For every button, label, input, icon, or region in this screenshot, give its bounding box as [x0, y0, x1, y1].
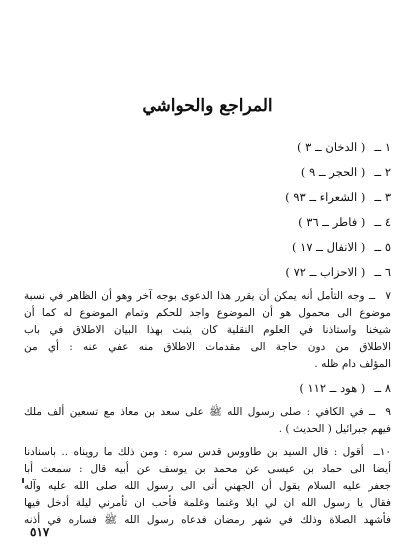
- footnote-line: ٧ ــ وجه التأمل أنه يمكن أن يقرر هذا الدعوى بوجه آخر وهو أن الظاهر في نسبة: [24, 288, 391, 305]
- footnote-9: [24, 404, 391, 438]
- footnote-number: ١ ــ: [374, 140, 391, 154]
- footnote-6: [231, 263, 391, 282]
- page-title: المراجع والحواشي: [142, 96, 273, 116]
- footnote-line: الاطلاق من دون حاجة الى مقدمات الاطلاق منه عفي عنه : أي من: [24, 341, 391, 353]
- footnote-text: ( الدخان ــ ٣ ): [297, 140, 366, 154]
- footnote-text: ( الشعراء ــ ٩٣ ): [285, 190, 366, 204]
- footnote-text: ( الاحزاب ــ ٧٢ ): [285, 265, 366, 279]
- footnote-8: [231, 379, 391, 398]
- footnote-number: ٦ ــ: [374, 265, 391, 279]
- footnote-line: فأشهد الصلاة وذلك في شهر رمضان فدعاه رسول الله ﷺ فساره في أذنه: [24, 514, 391, 526]
- footnote-1: [231, 138, 391, 157]
- footnote-5: [231, 238, 391, 257]
- footnote-3: [231, 188, 391, 207]
- footnote-line: موضوع الى محمول هو أن الموضوع واجد للحكم وتمام الموضوع له كما أن: [24, 307, 391, 319]
- footnote-line: جعفر عليه السلام يقول أن الجهني أتى الى رسول الله صلى الله عليه وآله: [24, 480, 391, 492]
- footnote-line: شيخنا واستاذنا في العلوم النقلية كان يثبت بهذا البيان الاطلاق في باب: [24, 324, 391, 336]
- footnote-number: ٩ ــ: [369, 406, 391, 418]
- footnote-number: ٧ ــ: [369, 290, 391, 302]
- footnote-7: [24, 288, 391, 373]
- footnote-line: المؤلف دام ظله .: [314, 358, 391, 370]
- margin-mark: [22, 478, 24, 483]
- footnote-number: ٢ ــ: [374, 165, 391, 179]
- footnote-number: ٥ ــ: [374, 240, 391, 254]
- footnote-10: [24, 444, 391, 529]
- footnote-line: أيضا الى حماد بن عيسى عن محمد بن يوسف عن أبيه قال : سمعت أبا: [24, 463, 391, 475]
- footnote-2: [231, 163, 391, 182]
- footnote-4: [231, 213, 391, 232]
- footnote-line: فقال يا رسول الله ان لي ابلا وغنما وغلمة فأحب ان تأمرني ليلة أدخل فيها: [24, 497, 391, 509]
- footnote-text: ( فاطر ــ ٣٦ ): [298, 215, 366, 229]
- footnote-number: ٤ ــ: [374, 215, 391, 229]
- page-number: ٥١٧: [30, 525, 50, 539]
- footnote-number: ١٠ــ: [373, 446, 391, 458]
- footnote-line: ٩ ــ في الكافي : صلى رسول الله ﷺ على سعد بن معاذ مع تسعين ألف ملك: [24, 404, 391, 421]
- footnote-line: ١٠ــ أقول : قال السيد بن طاووس قدس سره : ومن ذلك ما رويناه .. باسنادنا: [24, 444, 391, 461]
- footnote-number: ٨ ــ: [374, 381, 391, 395]
- footnote-text: ( الانفال ــ ١٧ ): [292, 240, 366, 254]
- footnote-line: فيهم جبرائيل ( الحديث ) .: [278, 423, 391, 435]
- footnote-number: ٣ ــ: [374, 190, 391, 204]
- footnote-text: ( الحجر ــ ٩ ): [300, 165, 366, 179]
- notes-list: [24, 138, 391, 535]
- footnote-text: ( هود ــ ١١٢ ): [299, 381, 366, 395]
